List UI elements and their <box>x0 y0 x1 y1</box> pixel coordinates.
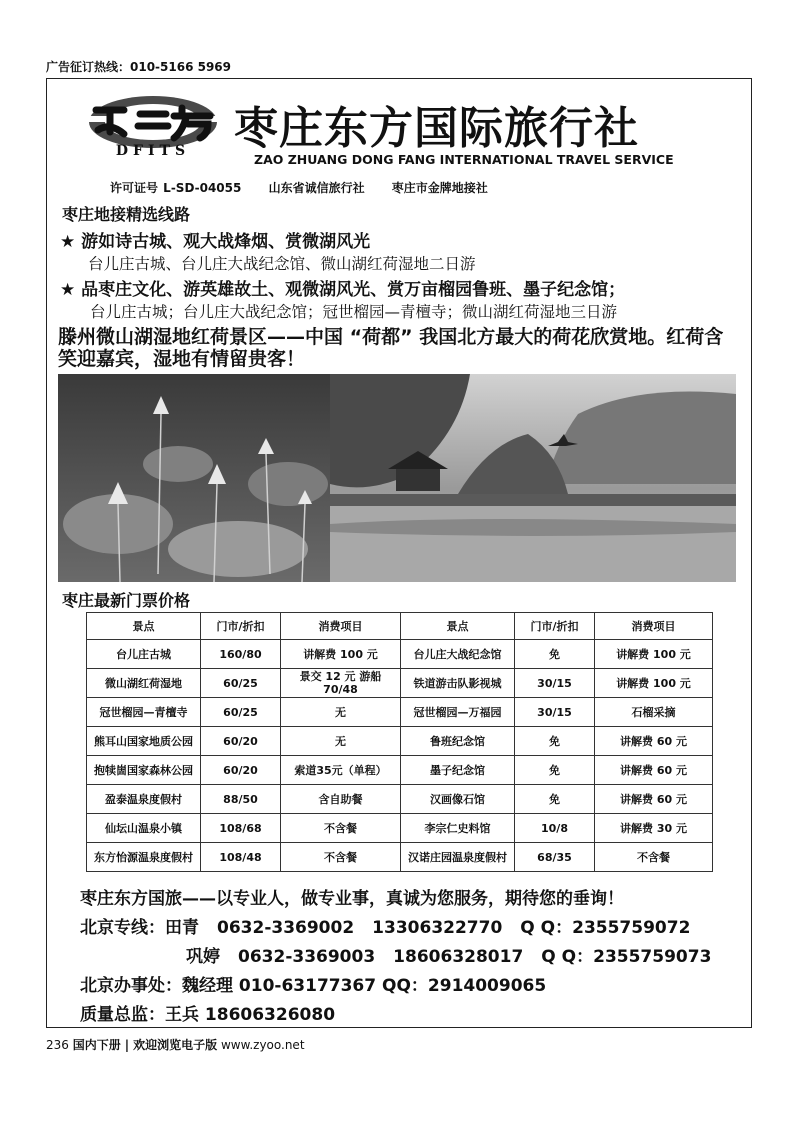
route1-title: ★ 游如诗古城、观大战烽烟、赏微湖风光 <box>60 232 371 252</box>
lotus-wetland-photo <box>58 374 736 582</box>
cell: 免 <box>515 756 595 785</box>
contact-qq: Q Q：2355759073 <box>541 947 712 967</box>
honor-gold: 枣庄市金牌地接社 <box>391 181 488 195</box>
cell: 60/20 <box>201 756 281 785</box>
cell: 讲解费 60 元 <box>595 756 713 785</box>
honor-credit: 山东省诚信旅行社 <box>268 181 365 195</box>
cell: 景交 12 元 游船 70/48 <box>281 669 401 698</box>
table-row <box>87 785 713 814</box>
cell: 李宗仁史料馆 <box>401 814 515 843</box>
cell: 仙坛山温泉小镇 <box>87 814 201 843</box>
cell: 东方怡源温泉度假村 <box>87 843 201 872</box>
cell: 台儿庄大战纪念馆 <box>401 640 515 669</box>
cell: 不含餐 <box>281 843 401 872</box>
col-header: 消费项目 <box>595 613 713 640</box>
route1-sites: 台儿庄古城、台儿庄大战纪念馆、微山湖红荷湿地二日游 <box>88 255 476 273</box>
beijing-label: 北京专线： <box>80 918 165 938</box>
beijing-line-2 <box>186 942 711 967</box>
contact-mobile: 13306322770 <box>372 918 503 938</box>
cell: 10/8 <box>515 814 595 843</box>
company-name-cn: 枣庄东方国际旅行社 <box>234 103 639 154</box>
cell: 108/48 <box>201 843 281 872</box>
cell: 微山湖红荷湿地 <box>87 669 201 698</box>
cell: 讲解费 30 元 <box>595 814 713 843</box>
site-link[interactable]: www.zyoo.net <box>220 1038 305 1052</box>
section-name: 国内下册 <box>72 1038 121 1052</box>
cell: 30/15 <box>515 669 595 698</box>
cell: 免 <box>515 785 595 814</box>
cell: 石榴采摘 <box>595 698 713 727</box>
company-name-en: ZAO ZHUANG DONG FANG INTERNATIONAL TRAVEL SERVICE <box>254 152 674 167</box>
table-row <box>87 698 713 727</box>
ad-hotline: 广告征订热线：010-5166 5969 <box>46 60 232 74</box>
slogan: 枣庄东方国旅——以专业人，做专业事，真诚为您服务，期待您的垂询！ <box>80 889 624 909</box>
divider: | <box>124 1038 130 1052</box>
table-row <box>87 756 713 785</box>
table-header-row <box>87 613 713 640</box>
contact-name: 巩婷 <box>186 947 220 967</box>
cell: 60/20 <box>201 727 281 756</box>
routes-heading: 枣庄地接精选线路 <box>62 205 191 224</box>
contact-mobile: 18606328017 <box>393 947 524 967</box>
cell: 台儿庄古城 <box>87 640 201 669</box>
cell: 讲解费 60 元 <box>595 785 713 814</box>
page-footer <box>46 1036 305 1053</box>
cell: 60/25 <box>201 669 281 698</box>
cell: 108/68 <box>201 814 281 843</box>
cell: 讲解费 60 元 <box>595 727 713 756</box>
table-row <box>87 640 713 669</box>
cell: 60/25 <box>201 698 281 727</box>
logo-text: DFITS <box>115 143 191 159</box>
beijing-office: 北京办事处：魏经理 010-63177367 QQ：2914009065 <box>80 976 547 996</box>
cell: 160/80 <box>201 640 281 669</box>
cell: 汉画像石馆 <box>401 785 515 814</box>
route2-sites: 台儿庄古城；台儿庄大战纪念馆；冠世榴园—青檀寺；微山湖红荷湿地三日游 <box>90 303 618 321</box>
page-number: 236 <box>46 1038 69 1052</box>
contact-phone: 0632-3369003 <box>238 947 376 967</box>
cell: 盈泰温泉度假村 <box>87 785 201 814</box>
cell: 无 <box>281 727 401 756</box>
cell: 铁道游击队影视城 <box>401 669 515 698</box>
cell: 68/35 <box>515 843 595 872</box>
welcome-text: 欢迎浏览电子版 <box>133 1038 218 1052</box>
ticket-price-table <box>86 612 713 872</box>
cell: 不含餐 <box>595 843 713 872</box>
cell: 免 <box>515 640 595 669</box>
cell: 88/50 <box>201 785 281 814</box>
col-header: 消费项目 <box>281 613 401 640</box>
cell: 30/15 <box>515 698 595 727</box>
cell: 索道35元（单程） <box>281 756 401 785</box>
cell: 讲解费 100 元 <box>281 640 401 669</box>
table-row <box>87 669 713 698</box>
beijing-line-1 <box>80 913 690 938</box>
license-line <box>110 179 510 196</box>
license-number: 许可证号 L-SD-04055 <box>110 181 242 195</box>
promo-text: 滕州微山湖湿地红荷景区——中国 “荷都” 我国北方最大的荷花欣赏地。红荷含笑迎嘉宾，湿地有情留贵客！ <box>58 326 724 370</box>
cell: 不含餐 <box>281 814 401 843</box>
contact-qq: Q Q：2355759072 <box>520 918 691 938</box>
contact-phone: 0632-3369002 <box>217 918 355 938</box>
cell: 抱犊崮国家森林公园 <box>87 756 201 785</box>
quality-director: 质量总监：王兵 18606326080 <box>80 1005 336 1025</box>
cell: 鲁班纪念馆 <box>401 727 515 756</box>
cell: 冠世榴园—青檀寺 <box>87 698 201 727</box>
col-header: 景点 <box>87 613 201 640</box>
col-header: 景点 <box>401 613 515 640</box>
route2-title: ★ 品枣庄文化、游英雄故土、观微湖风光、赏万亩榴园鲁班、墨子纪念馆； <box>60 280 626 300</box>
table-row <box>87 814 713 843</box>
contact-name: 田青 <box>165 918 199 938</box>
col-header: 门市/折扣 <box>515 613 595 640</box>
cell: 汉诺庄园温泉度假村 <box>401 843 515 872</box>
cell: 墨子纪念馆 <box>401 756 515 785</box>
table-row <box>87 843 713 872</box>
prices-heading: 枣庄最新门票价格 <box>62 591 191 610</box>
table-row <box>87 727 713 756</box>
cell: 无 <box>281 698 401 727</box>
cell: 冠世榴园—万福园 <box>401 698 515 727</box>
cell: 讲解费 100 元 <box>595 669 713 698</box>
cell: 讲解费 100 元 <box>595 640 713 669</box>
cell: 熊耳山国家地质公园 <box>87 727 201 756</box>
cell: 含自助餐 <box>281 785 401 814</box>
col-header: 门市/折扣 <box>201 613 281 640</box>
cell: 免 <box>515 727 595 756</box>
